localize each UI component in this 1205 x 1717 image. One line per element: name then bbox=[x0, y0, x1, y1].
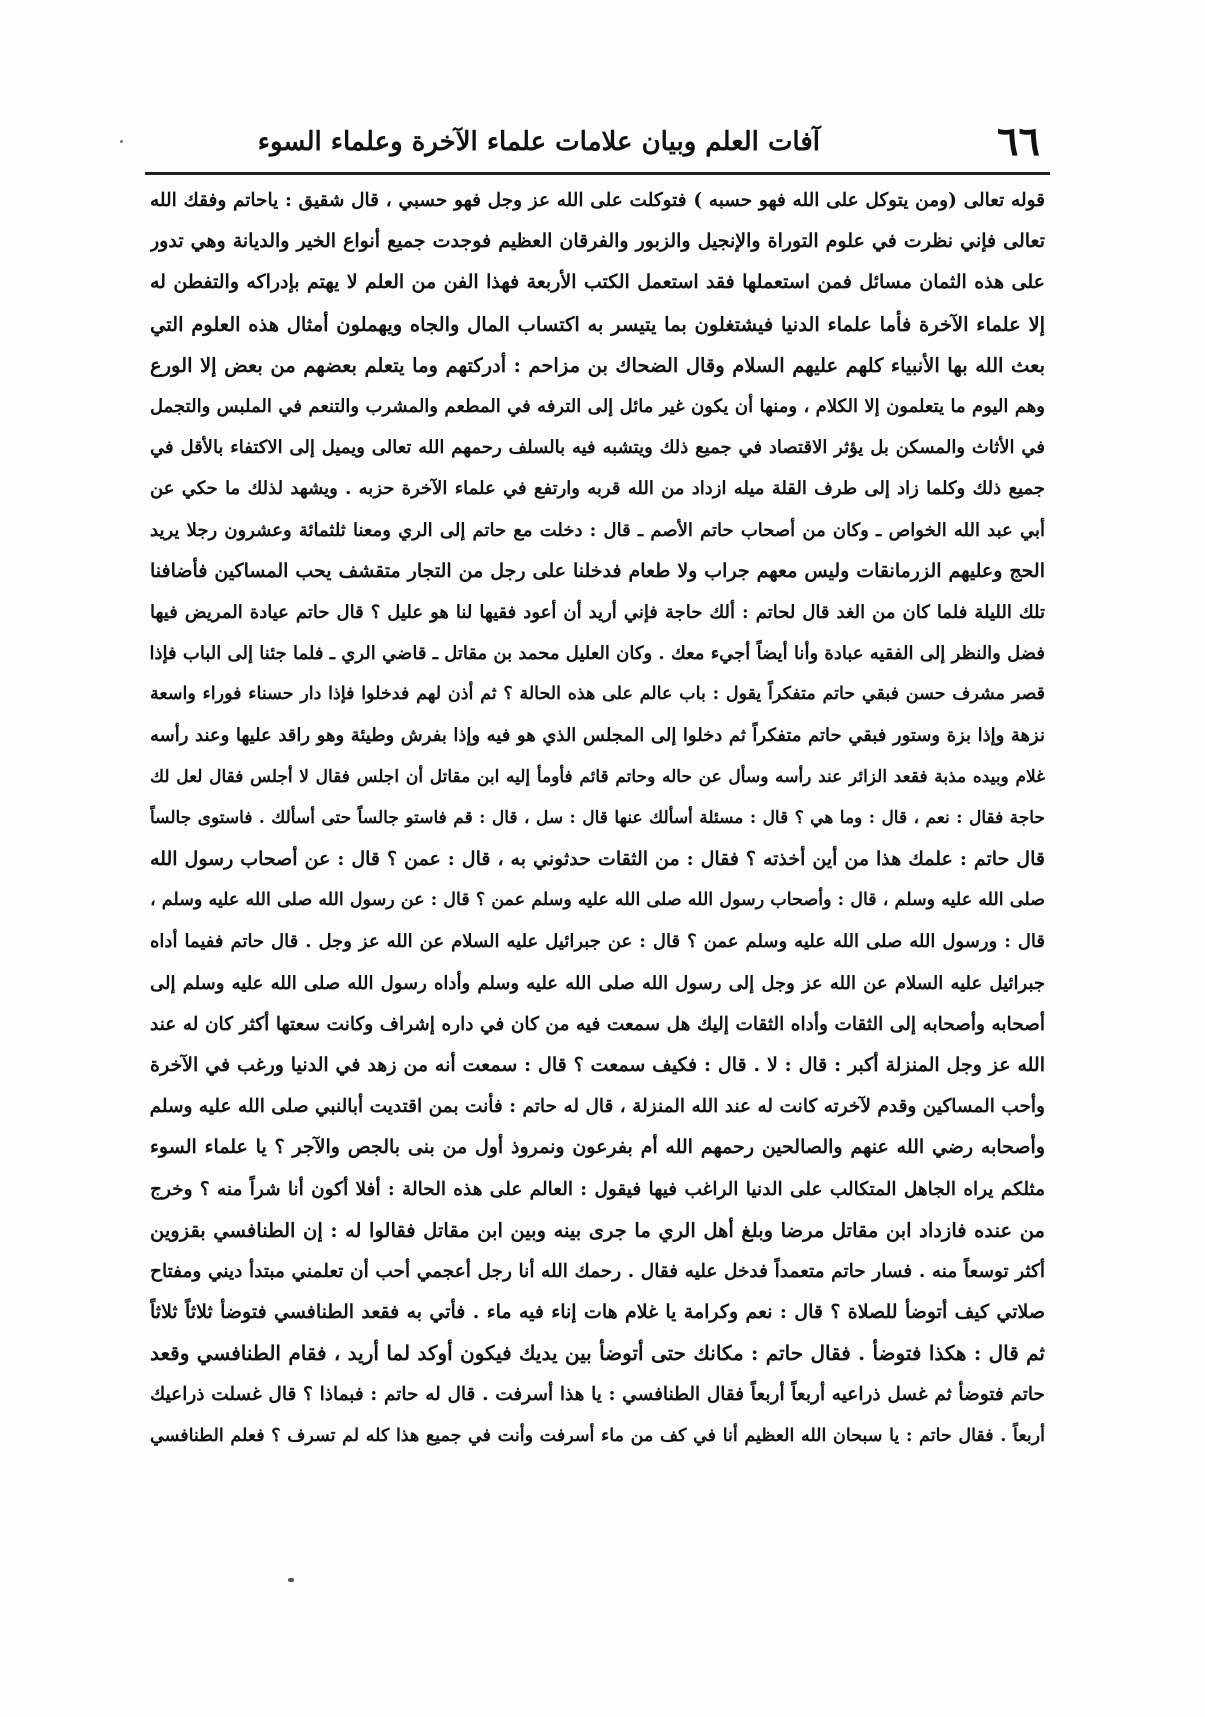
body-text bbox=[150, 180, 1045, 1520]
text-line: صلى الله عليه وسلم ، قال : وأصحاب رسول الله صلى الله عليه وسلم عمن ؟ قال : عن رسول الله صلى الله عليه وسلم ، bbox=[150, 890, 1045, 911]
text-line: جبرائيل عليه السلام عن الله عز وجل إلى رسول الله صلى الله عليه وسلم وأداه رسول الله صلى الله عليه وسلم إلى bbox=[150, 972, 1045, 994]
text-line: من عنده فازداد ابن مقاتل مرضا وبلغ أهل الري ما جرى بينه وبين ابن مقاتل فقالوا له : إن الطنافسي بقزوين bbox=[150, 1218, 1045, 1242]
text-line: بعث الله بها الأنبياء كلهم عليهم السلام وقال الضحاك بن مزاحم : أدركتهم وما يتعلم بعضهم من بعض إلا الورع bbox=[150, 353, 1045, 377]
text-line: إلا علماء الآخرة فأما علماء الدنيا فيشتغلون بما يتيسر به اكتساب المال والجاه ويهملون أمثال هذه العلوم التي bbox=[150, 312, 1045, 336]
running-title: آفات العلم وبيان علامات علماء الآخرة وعلماء السوء bbox=[257, 127, 820, 157]
page-header bbox=[145, 110, 1050, 174]
text-line: وهم اليوم ما يتعلمون إلا الكلام ، ومنها أن يكون غير مائل إلى الترفه في المطعم والمشرب والتنعم في الملبس والتجمل bbox=[150, 395, 1045, 417]
scan-speck bbox=[120, 140, 123, 143]
text-line: حاجة فقال : نعم ، قال : وما هي ؟ قال : مسئلة أسألك عنها قال : سل ، قال : قم فاستو جالساً حتى أسألك . فاستوى جالساً bbox=[150, 807, 1045, 828]
text-line: أبي عبد الله الخواص ـ وكان من أصحاب حاتم الأصم ـ قال : دخلت مع حاتم إلى الري ومعنا ثلثمائة وعشرون رجلا يريد bbox=[150, 519, 1045, 541]
text-line: الحج وعليهم الزرمانقات وليس معهم جراب ولا طعام فدخلنا على رجل من التجار متقشف يحب المساكين فأضافنا bbox=[150, 559, 1045, 582]
header-rule bbox=[145, 172, 1050, 175]
text-line: فضل والنظر إلى الفقيه عبادة وأنا أيضاً أجيء معك . وكان العليل محمد بن مقاتل ـ قاضي الري ـ فلما جئنا إلى الباب فإذا bbox=[150, 643, 1045, 665]
text-line: قوله تعالى (ومن يتوكل على الله فهو حسبه ) فتوكلت على الله عز وجل فهو حسبي ، قال شقيق : ياحاتم وفقك الله bbox=[150, 190, 1045, 211]
text-line: الله عز وجل المنزلة أكبر : قال : لا . قال : فكيف سمعت ؟ قال : سمعت أنه من زهد في الدنيا ورغب في الآخرة bbox=[150, 1053, 1045, 1076]
page-number: ٦٦ bbox=[997, 118, 1040, 165]
text-line: حاتم فتوضأ ثم غسل ذراعيه أربعاً أربعاً فقال الطنافسي : يا هذا أسرفت . قال له حاتم : فبماذا ؟ قال غسلت ذراعيك bbox=[150, 1384, 1045, 1406]
text-line: صلاتي كيف أتوضأ للصلاة ؟ قال : نعم وكرامة يا غلام هات إناء فيه ماء . فأتي به فقعد الطنافسي فتوضأ ثلاثاً ثلاثاً bbox=[150, 1301, 1045, 1324]
text-line: قال حاتم : علمك هذا من أين أخذته ؟ فقال : من الثقات حدثوني به ، قال : عمن ؟ قال : عن أصحاب رسول الله bbox=[150, 848, 1045, 870]
text-line: مثلكم يراه الجاهل المتكالب على الدنيا الراغب فيها فيقول : العالم على هذه الحالة : أفلا أكون أنا شراً منه ؟ وخرج bbox=[150, 1178, 1045, 1200]
text-line: تلك الليلة فلما كان من الغد قال لحاتم : ألك حاجة فإني أريد أن أعود فقيها لنا هو عليل ؟ قال حاتم عيادة المريض فيها bbox=[150, 601, 1045, 623]
text-line: غلام وبيده مذبة فقعد الزائر عند رأسه وسأل عن حاله وحاتم قائم فأومأ إليه ابن مقاتل أن اجلس فقال لا أجلس فقال لعل لك bbox=[150, 766, 1045, 787]
text-line: قصر مشرف حسن فبقي حاتم متفكراً يقول : باب عالم على هذه الحالة ؟ ثم أذن لهم فدخلوا فإذا دار حسناء فوراء واسعة bbox=[150, 684, 1045, 705]
text-line: وأصحابه رضي الله عنهم والصالحين رحمهم الله أم بفرعون ونمروذ أول من بنى بالجص والآجر ؟ يا علماء السوء bbox=[150, 1136, 1045, 1159]
text-line: جميع ذلك وكلما زاد إلى طرف القلة ميله ازداد من الله قربه وارتفع في علماء الآخرة حزبه . ويشهد لذلك ما حكي عن bbox=[150, 478, 1045, 500]
text-line: تعالى فإني نظرت في علوم التوراة والإنجيل والزبور والفرقان العظيم فوجدت جميع أنواع الخير والديانة وهي تدور bbox=[150, 230, 1045, 253]
text-line: ثم قال : هكذا فتوضأ . فقال حاتم : مكانك حتى أتوضأ بين يديك فيكون أوكد لما أريد ، فقام الطنافسي وقعد bbox=[150, 1341, 1045, 1366]
text-line: أربعاً . فقال حاتم : يا سبحان الله العظيم أنا في كف من ماء أسرفت وأنت في جميع هذا كله لم تسرف ؟ فعلم الطنافسي bbox=[150, 1425, 1045, 1446]
scan-speck bbox=[288, 1578, 294, 1582]
text-line: وأحب المساكين وقدم لآخرته كانت له عند الله المنزلة ، قال له حاتم : فأنت بمن اقتديت أبالنبي صلى الله عليه وسلم bbox=[150, 1096, 1045, 1118]
text-line: أكثر توسعاً منه . فسار حاتم متعمداً فدخل عليه فقال . رحمك الله أنا رجل أعجمي أحب أن تعلمني مبتدأ ديني ومفتاح bbox=[150, 1260, 1045, 1282]
text-line: في الأثاث والمسكن بل يؤثر الاقتصاد في جميع ذلك ويتشبه فيه بالسلف رحمهم الله تعالى ويميل إلى الاكتفاء بالأقل في bbox=[150, 437, 1045, 459]
text-line: نزهة وإذا بزة وستور فبقي حاتم متفكراً ثم دخلوا إلى المجلس الذي هو فيه وإذا بفرش وطيئة وهو راقد عليها وعند رأسه bbox=[150, 725, 1045, 747]
text-line: قال : ورسول الله صلى الله عليه وسلم عمن ؟ قال : عن جبرائيل عليه السلام عن الله عز وجل . قال حاتم ففيما أداه bbox=[150, 931, 1045, 953]
text-line: على هذه الثمان مسائل فمن استعملها فقد استعمل الكتب الأربعة فهذا الفن من العلم لا يهتم بإدراكه والتفطن له bbox=[150, 271, 1045, 294]
text-line: أصحابه وأصحابه إلى الثقات وأداه الثقات إليك هل سمعت فيه من كان في داره إشراف وكانت سعتها أكثر كان له عند bbox=[150, 1013, 1045, 1035]
